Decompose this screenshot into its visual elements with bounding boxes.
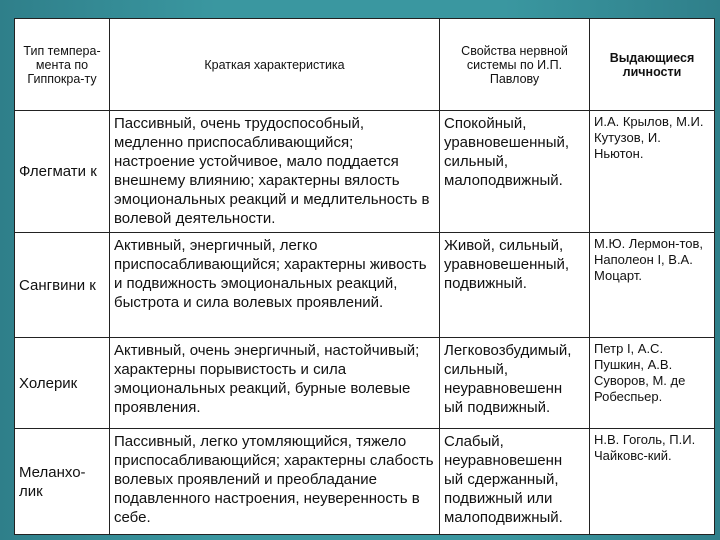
table-row bbox=[15, 233, 715, 338]
table-row bbox=[15, 429, 715, 535]
row-pavlov: Живой, сильный, уравновешенный, подвижный. bbox=[440, 233, 590, 338]
row-description: Пассивный, легко утомляющийся, тяжело приспосабливающийся; характерны слабость волевых проявлений и преобладание подавленного настроения, неуверенность в себе. bbox=[110, 429, 440, 535]
header-type: Тип темпера-мента по Гиппокра-ту bbox=[15, 19, 110, 111]
temperament-table bbox=[14, 18, 715, 535]
table-row bbox=[15, 111, 715, 233]
row-description: Активный, очень энергичный, настойчивый; характерны порывистость и сила эмоциональных реакций, бурные волевые проявления. bbox=[110, 338, 440, 429]
row-description: Пассивный, очень трудоспособный, медленно приспосабливающийся; настроение устойчивое, мало поддается внешнему влиянию; характерны вялость эмоциональных реакций и медлительность в волевой деятельности. bbox=[110, 111, 440, 233]
row-people: М.Ю. Лермон-тов, Наполеон I, В.А. Моцарт. bbox=[590, 233, 715, 338]
row-type: Холерик bbox=[15, 338, 110, 429]
temperament-table-frame bbox=[14, 18, 714, 534]
row-type: Меланхо-лик bbox=[15, 429, 110, 535]
row-pavlov: Слабый, неуравновешенн ый сдержанный, подвижный или малоподвижный. bbox=[440, 429, 590, 535]
header-people: Выдающиеся личности bbox=[590, 19, 715, 111]
row-pavlov: Спокойный, уравновешенный, сильный, малоподвижный. bbox=[440, 111, 590, 233]
row-type: Сангвини к bbox=[15, 233, 110, 338]
row-people: И.А. Крылов, М.И. Кутузов, И. Ньютон. bbox=[590, 111, 715, 233]
table-row bbox=[15, 338, 715, 429]
row-description: Активный, энергичный, легко приспосабливающийся; характерны живость и подвижность эмоциональных реакций, быстрота и сила волевых проявлений. bbox=[110, 233, 440, 338]
header-row bbox=[15, 19, 715, 111]
row-type: Флегмати к bbox=[15, 111, 110, 233]
row-pavlov: Легковозбудимый, сильный, неуравновешенн ый подвижный. bbox=[440, 338, 590, 429]
header-pavlov: Свойства нервной системы по И.П. Павлову bbox=[440, 19, 590, 111]
row-people: Петр I, А.С. Пушкин, А.В. Суворов, М. де Робеспьер. bbox=[590, 338, 715, 429]
row-people: Н.В. Гоголь, П.И. Чайковс-кий. bbox=[590, 429, 715, 535]
header-description: Краткая характеристика bbox=[110, 19, 440, 111]
